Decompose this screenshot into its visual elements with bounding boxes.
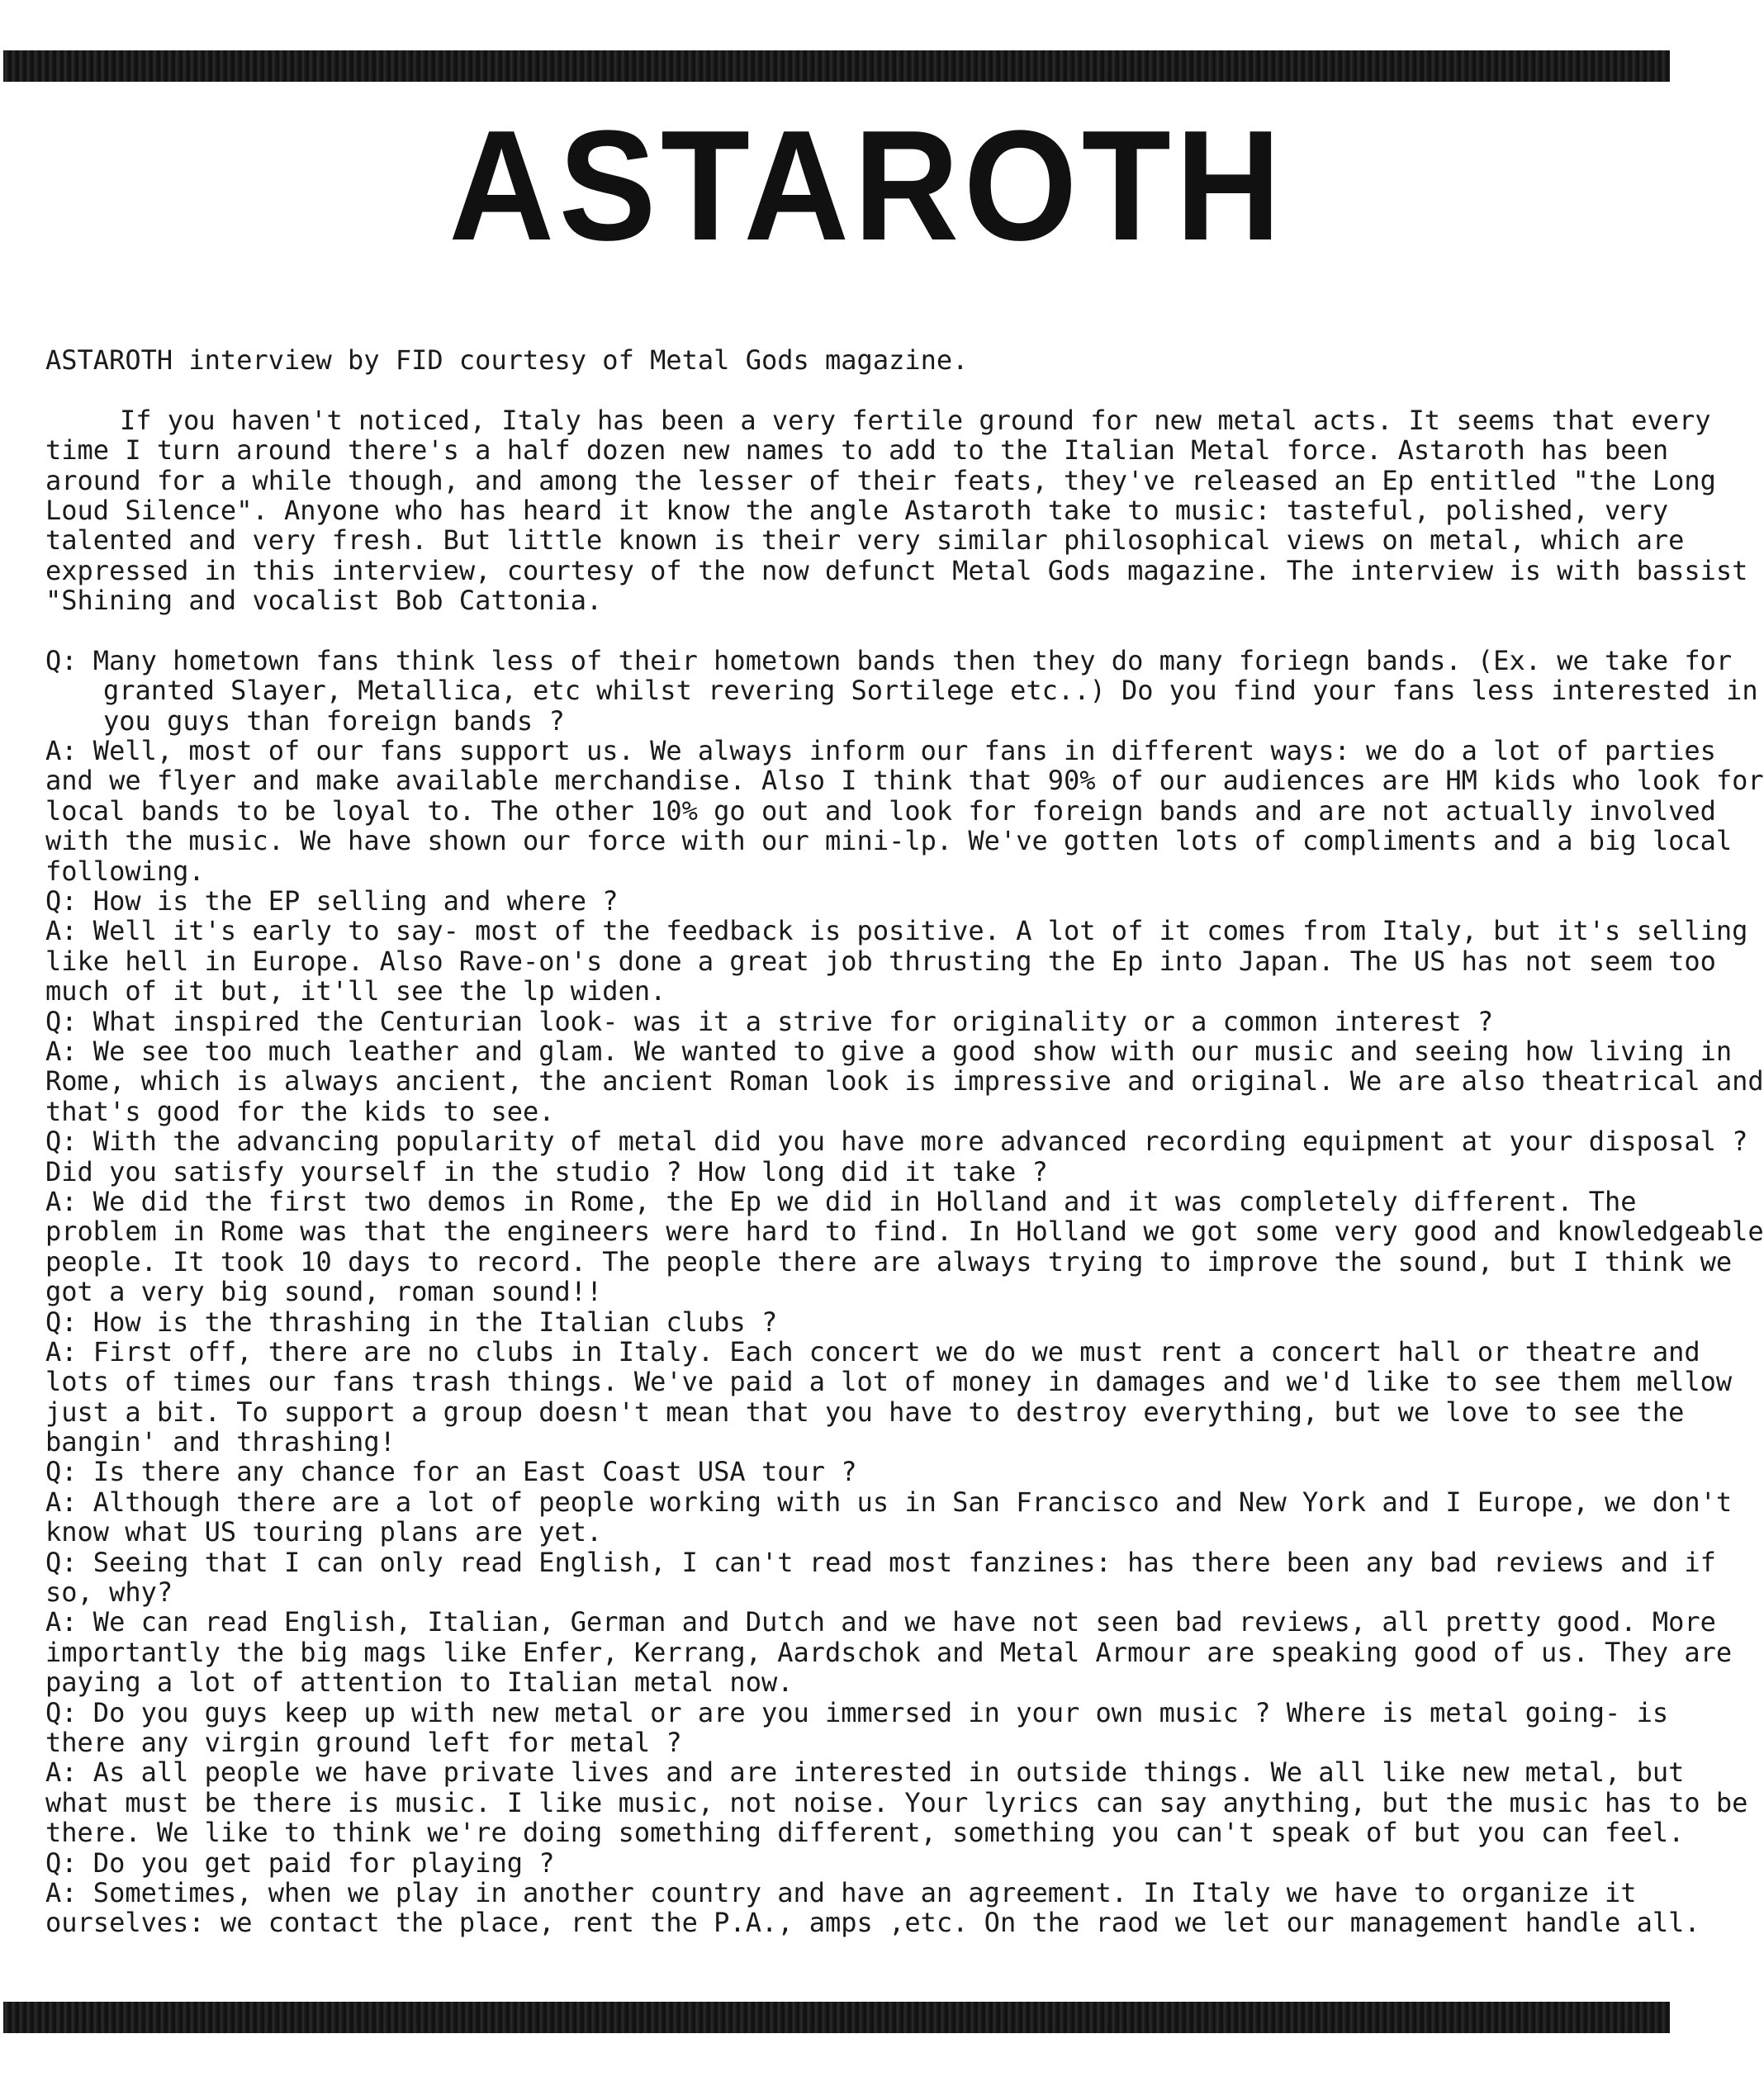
- intro-line: "Shining and vocalist Bob Cattonia.: [45, 585, 603, 617]
- question-line: granted Slayer, Metallica, etc whilst revering Sortilege etc..) Do you find your fans less interested in: [103, 675, 1758, 707]
- answer-line: A: Well, most of our fans support us. We always inform our fans in different ways: we do a lot of parties: [45, 735, 1716, 767]
- question-line: Q: With the advancing popularity of metal did you have more advanced recording equipment at your disposal ?: [45, 1126, 1748, 1158]
- answer-line: there. We like to think we're doing something different, something you can't speak of but you can feel.: [45, 1817, 1685, 1849]
- intro-line: talented and very fresh. But little known is their very similar philosophical views on metal, which are: [45, 524, 1685, 557]
- article-body: [45, 344, 1764, 1939]
- byline: ASTAROTH interview by FID courtesy of Metal Gods magazine.: [45, 344, 969, 376]
- answer-line: problem in Rome was that the engineers were hard to find. In Holland we got some very good and knowledgeable: [45, 1216, 1764, 1248]
- question-line: Q: Many hometown fans think less of their hometown bands then they do many foriegn bands. (Ex. we take for: [45, 644, 1733, 676]
- question-line: there any virgin ground left for metal ?: [45, 1726, 682, 1758]
- intro-line: around for a while though, and among the lesser of their feats, they've released an Ep entitled "the Long: [45, 464, 1716, 496]
- answer-line: ourselves: we contact the place, rent the P.A., amps ,etc. On the raod we let our management handle all.: [45, 1907, 1700, 1939]
- answer-line: much of it but, it'll see the lp widen.: [45, 975, 666, 1007]
- answer-line: Rome, which is always ancient, the ancient Roman look is impressive and original. We are also theatrical and: [45, 1065, 1764, 1097]
- answer-line: bangin' and thrashing!: [45, 1426, 396, 1458]
- intro-line: expressed in this interview, courtesy of the now defunct Metal Gods magazine. The interview is with bassist: [45, 554, 1748, 586]
- answer-line: paying a lot of attention to Italian metal now.: [45, 1666, 794, 1699]
- interview-qa: [45, 644, 1764, 1939]
- answer-line: know what US touring plans are yet.: [45, 1516, 603, 1548]
- top-border-bar: [3, 50, 1670, 82]
- question-line: Q: What inspired the Centurian look- was it a strive for originality or a common interest ?: [45, 1005, 1494, 1037]
- answer-line: importantly the big mags like Enfer, Kerrang, Aardschok and Metal Armour are speaking good of us. They are: [45, 1636, 1733, 1668]
- intro-line: time I turn around there's a half dozen new names to add to the Italian Metal force. Astaroth has been: [45, 434, 1669, 467]
- answer-line: like hell in Europe. Also Rave-on's done a great job thrusting the Ep into Japan. The US has not seem too: [45, 945, 1716, 977]
- question-line: Did you satisfy yourself in the studio ? How long did it take ?: [45, 1155, 1048, 1187]
- answer-line: following.: [45, 855, 205, 887]
- answer-line: with the music. We have shown our force with our mini-lp. We've gotten lots of compliments and a big local: [45, 825, 1733, 857]
- question-line: Q: Do you get paid for playing ?: [45, 1846, 555, 1879]
- answer-line: lots of times our fans trash things. We've paid a lot of money in damages and we'd like to see them mellow: [45, 1366, 1733, 1398]
- question-line: you guys than foreign bands ?: [103, 704, 565, 737]
- intro-line: Loud Silence". Anyone who has heard it know the angle Astaroth take to music: tasteful, polished, very: [45, 494, 1669, 526]
- intro-paragraph: [45, 404, 1748, 617]
- answer-line: what must be there is music. I like music, not noise. Your lyrics can say anything, but the music has to be: [45, 1786, 1748, 1818]
- question-line: so, why?: [45, 1576, 173, 1609]
- answer-line: A: Well it's early to say- most of the feedback is positive. A lot of it comes from Italy, but it's selling: [45, 915, 1748, 947]
- answer-line: A: Although there are a lot of people working with us in San Francisco and New York and I Europe, we don't: [45, 1486, 1733, 1518]
- answer-line: that's good for the kids to see.: [45, 1095, 555, 1127]
- spacer: [45, 375, 1591, 405]
- question-line: Q: How is the thrashing in the Italian clubs ?: [45, 1306, 778, 1338]
- question-line: Q: Is there any chance for an East Coast USA tour ?: [45, 1456, 857, 1488]
- answer-line: A: We can read English, Italian, German and Dutch and we have not seen bad reviews, all pretty good. More: [45, 1606, 1716, 1638]
- intro-line: If you haven't noticed, Italy has been a very fertile ground for new metal acts. It seems that every: [120, 404, 1711, 436]
- question-line: Q: Seeing that I can only read English, I can't read most fanzines: has there been any bad reviews and if: [45, 1546, 1716, 1578]
- spacer: [45, 616, 1591, 646]
- question-line: Q: How is the EP selling and where ?: [45, 885, 619, 917]
- bottom-border-bar: [3, 2002, 1670, 2033]
- answer-line: A: Sometimes, when we play in another country and have an agreement. In Italy we have to organize it: [45, 1876, 1637, 1908]
- answer-line: A: As all people we have private lives and are interested in outside things. We all like new metal, but: [45, 1756, 1685, 1789]
- answer-line: A: We see too much leather and glam. We wanted to give a good show with our music and seeing how living in: [45, 1035, 1733, 1067]
- answer-line: A: We did the first two demos in Rome, the Ep we did in Holland and it was completely different. The: [45, 1185, 1637, 1217]
- page-title: ASTAROTH: [448, 98, 1286, 273]
- answer-line: local bands to be loyal to. The other 10% go out and look for foreign bands and are not actually involved: [45, 794, 1716, 827]
- answer-line: got a very big sound, roman sound!!: [45, 1276, 603, 1308]
- question-line: Q: Do you guys keep up with new metal or are you immersed in your own music ? Where is metal going- is: [45, 1696, 1669, 1728]
- answer-line: people. It took 10 days to record. The people there are always trying to improve the sound, but I think we: [45, 1245, 1733, 1278]
- answer-line: A: First off, there are no clubs in Italy. Each concert we do we must rent a concert hall or theatre and: [45, 1335, 1700, 1368]
- answer-line: just a bit. To support a group doesn't mean that you have to destroy everything, but we love to see the: [45, 1396, 1685, 1428]
- answer-line: and we flyer and make available merchandise. Also I think that 90% of our audiences are HM kids who look for: [45, 765, 1764, 797]
